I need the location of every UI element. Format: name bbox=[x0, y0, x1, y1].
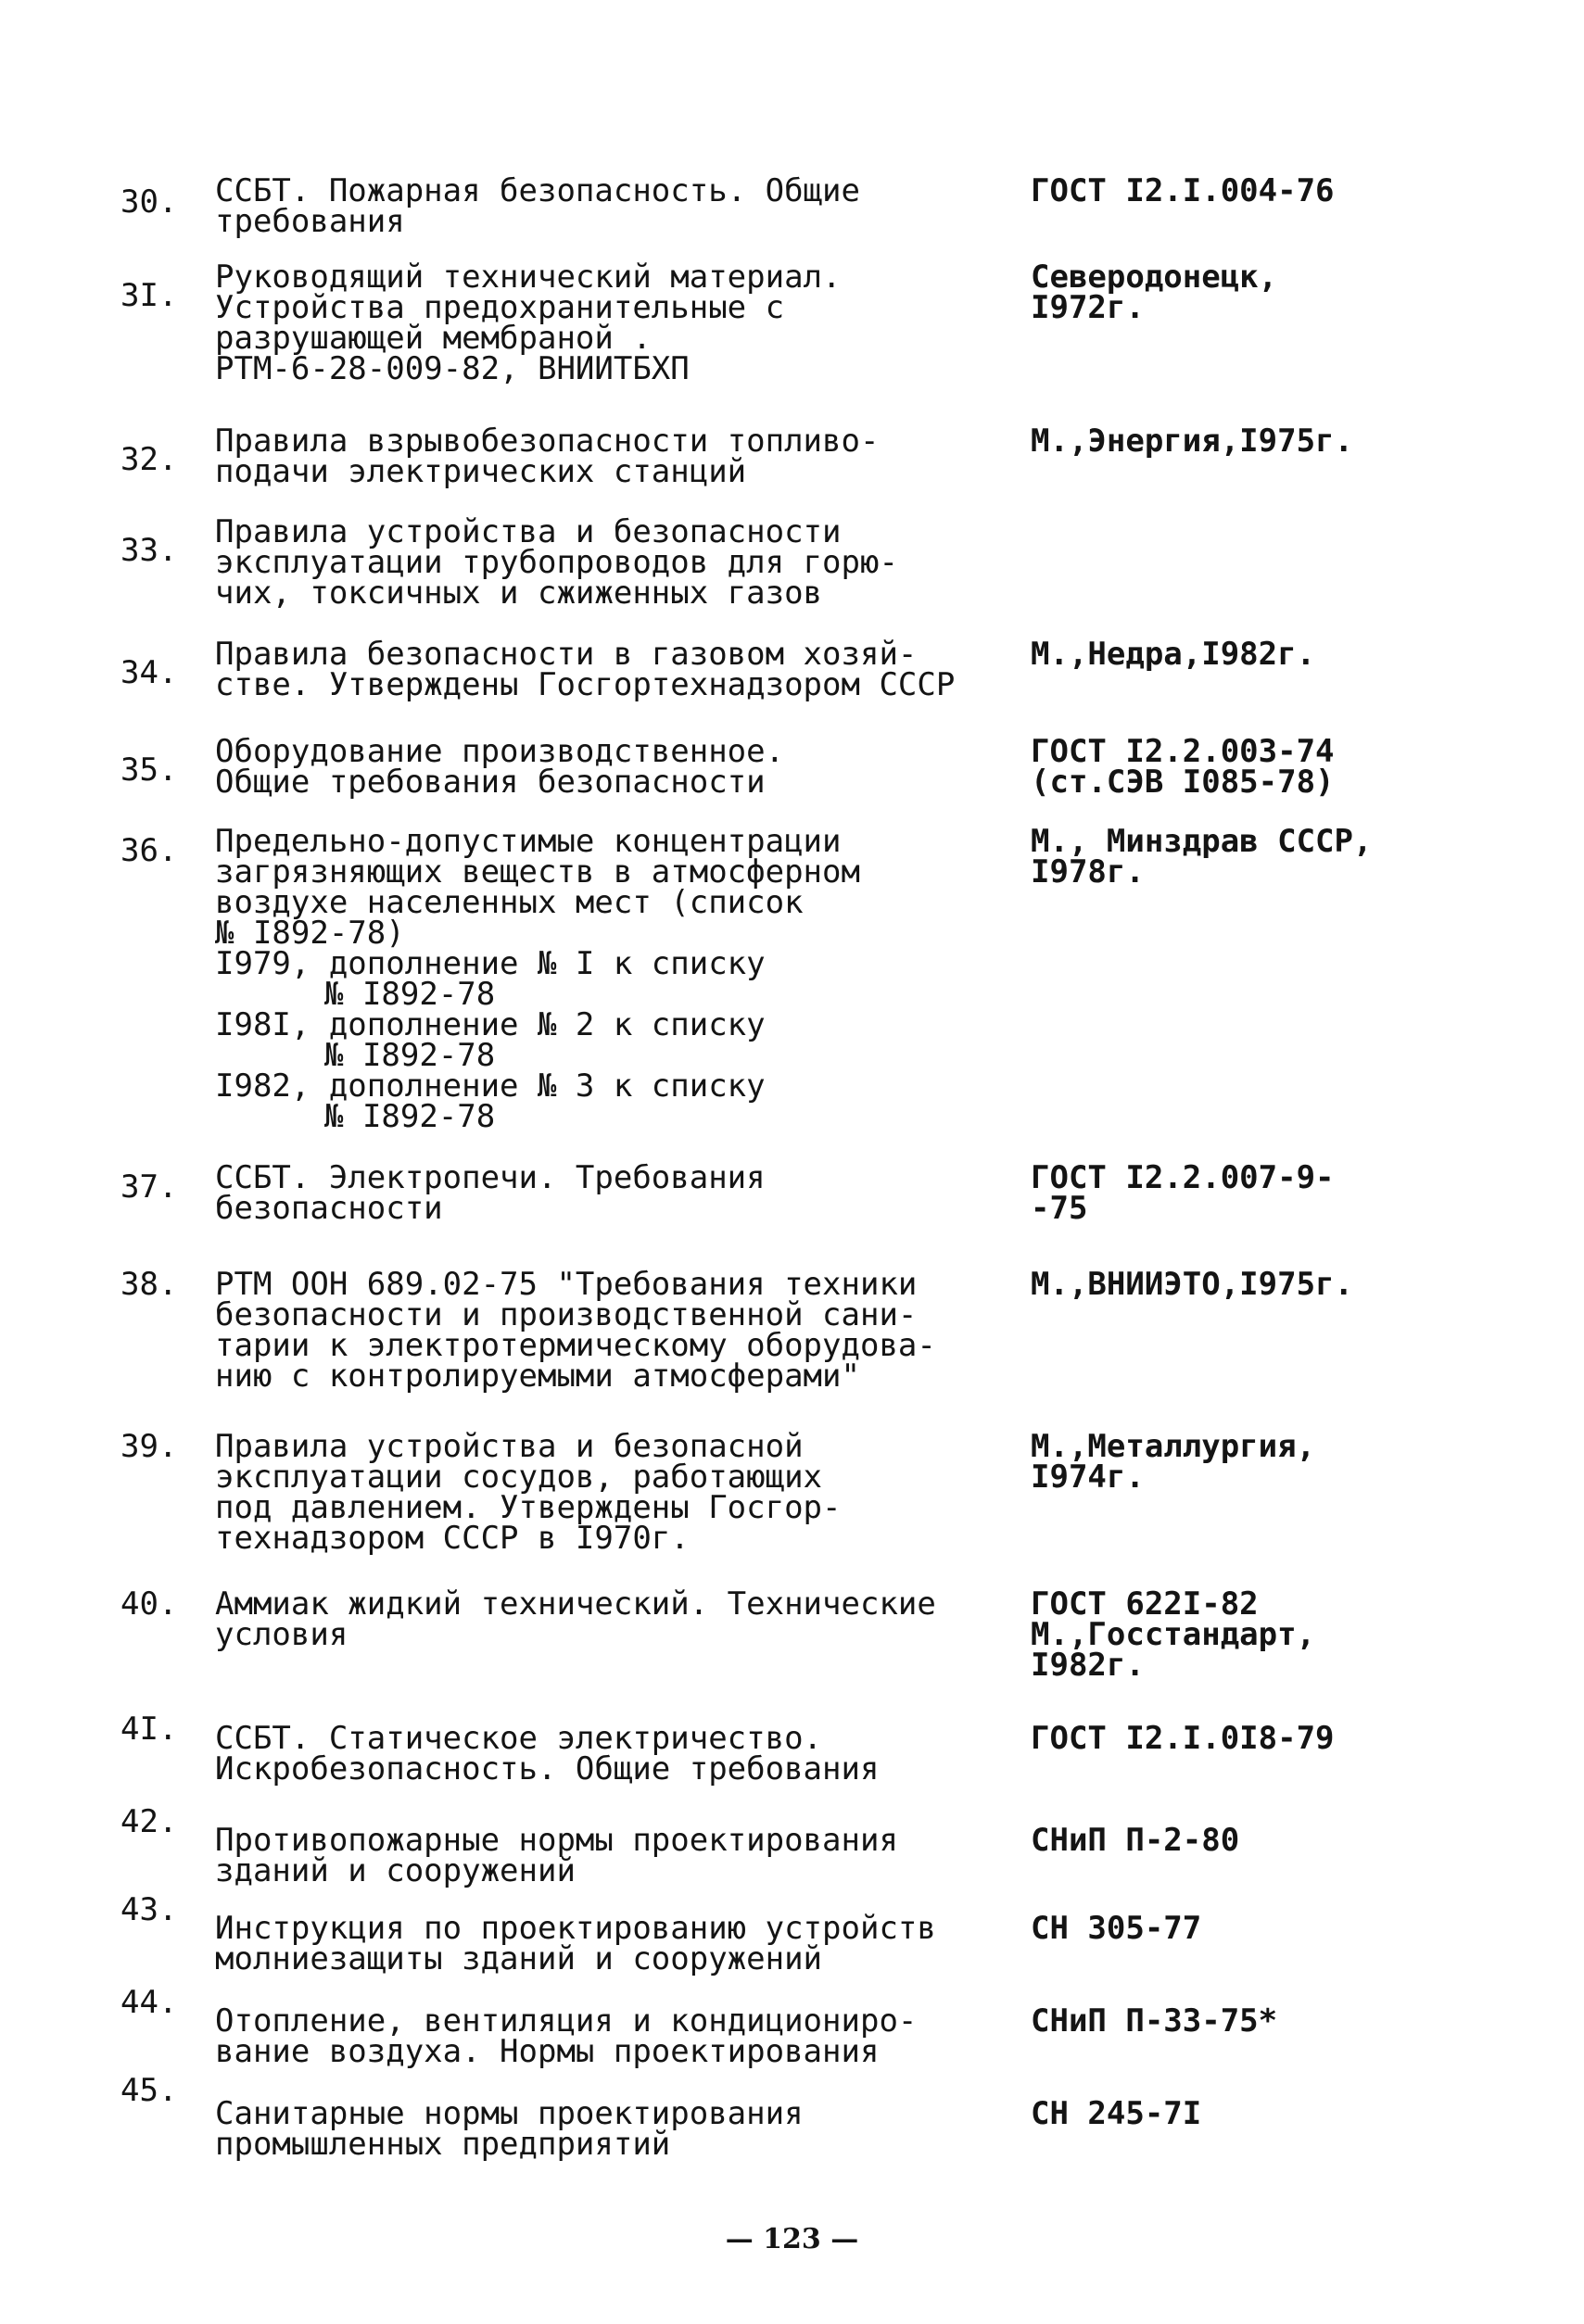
title-line: безопасности bbox=[215, 1190, 443, 1227]
item-title bbox=[215, 1585, 1012, 1653]
reference-line: -75 bbox=[1031, 1190, 1088, 1227]
title-line: РТМ-6-28-009-82, ВНИИТБХП bbox=[215, 350, 690, 387]
item-reference bbox=[1031, 259, 1550, 326]
title-line: вание воздуха. Нормы проектирования bbox=[215, 2033, 880, 2070]
title-line: Правила устройства и безопасной bbox=[215, 1428, 804, 1465]
item-number: 39. bbox=[120, 1428, 178, 1465]
item-reference bbox=[1031, 1585, 1550, 1684]
title-line: зданий и сооружений bbox=[215, 1852, 576, 1889]
reference-line: ГОСТ I2.2.007-9- bbox=[1031, 1159, 1335, 1196]
title-line: № I892-78) bbox=[215, 915, 405, 952]
reference-line: СН 305-77 bbox=[1031, 1910, 1202, 1947]
item-title bbox=[215, 1266, 1012, 1395]
title-line: молниезащиты зданий и сооружений bbox=[215, 1940, 823, 1977]
item-number: 35. bbox=[120, 752, 178, 789]
item-title bbox=[215, 172, 1012, 240]
title-line: воздухе населенных мест (список bbox=[215, 884, 804, 921]
item-number: 34. bbox=[120, 654, 178, 691]
item-title bbox=[215, 513, 1012, 612]
title-line: ССБТ. Статическое электричество. bbox=[215, 1720, 823, 1757]
title-line: ССБТ. Электропечи. Требования bbox=[215, 1159, 766, 1196]
item-title bbox=[215, 1159, 1012, 1227]
item-title bbox=[215, 259, 1012, 387]
reference-line: М., Минздрав СССР, bbox=[1031, 823, 1373, 860]
title-line: Инструкция по проектированию устройств bbox=[215, 1910, 936, 1947]
reference-line: ГОСТ I2.2.003-74 bbox=[1031, 733, 1335, 770]
item-number: 42. bbox=[120, 1803, 178, 1840]
reference-line: I978г. bbox=[1031, 853, 1145, 890]
supplement-line: I98I, дополнение № 2 к списку bbox=[215, 1006, 766, 1043]
title-line: условия bbox=[215, 1616, 348, 1653]
item-number: 33. bbox=[120, 532, 178, 569]
title-line: под давлением. Утверждены Госгор- bbox=[215, 1489, 842, 1526]
title-line: Противопожарные нормы проектирования bbox=[215, 1822, 898, 1859]
item-reference bbox=[1031, 1822, 1550, 1859]
item-reference bbox=[1031, 1910, 1550, 1947]
item-reference bbox=[1031, 733, 1550, 801]
reference-line: СНиП П-2-80 bbox=[1031, 1822, 1240, 1859]
reference-line: I982г. bbox=[1031, 1647, 1145, 1684]
supplement-list-number: № I892-78 bbox=[324, 976, 496, 1013]
title-line: загрязняющих веществ в атмосферном bbox=[215, 853, 860, 890]
item-number: 45. bbox=[120, 2072, 178, 2109]
item-title bbox=[215, 733, 1012, 801]
reference-line: М.,Металлургия, bbox=[1031, 1428, 1316, 1465]
item-number: 36. bbox=[120, 832, 178, 869]
title-line: требования bbox=[215, 203, 405, 240]
title-line: Искробезопасность. Общие требования bbox=[215, 1750, 880, 1787]
title-line: Предельно-допустимые концентрации bbox=[215, 823, 842, 860]
title-line: Правила устройства и безопасности bbox=[215, 513, 842, 550]
title-line: разрушающей мембраной . bbox=[215, 320, 652, 357]
item-title bbox=[215, 1720, 1012, 1787]
item-reference bbox=[1031, 1159, 1550, 1227]
item-number: 37. bbox=[120, 1168, 178, 1206]
item-title bbox=[215, 1910, 1012, 1977]
item-reference bbox=[1031, 1428, 1550, 1496]
title-line: технадзором СССР в I970г. bbox=[215, 1520, 690, 1557]
title-line: эксплуатации сосудов, работающих bbox=[215, 1459, 823, 1496]
item-title bbox=[215, 2002, 1012, 2070]
title-line: нию с контролируемыми атмосферами" bbox=[215, 1358, 860, 1395]
item-title bbox=[215, 423, 1012, 490]
item-reference bbox=[1031, 636, 1550, 673]
title-line: Руководящий технический материал. bbox=[215, 259, 842, 296]
reference-line: I972г. bbox=[1031, 289, 1145, 326]
reference-line: М.,ВНИИЭТО,I975г. bbox=[1031, 1266, 1353, 1303]
reference-line: М.,Энергия,I975г. bbox=[1031, 423, 1353, 460]
item-reference bbox=[1031, 423, 1550, 460]
reference-line: ГОСТ I2.I.0I8-79 bbox=[1031, 1720, 1335, 1757]
reference-line: Северодонецк, bbox=[1031, 259, 1278, 296]
reference-line: ГОСТ 622I-82 bbox=[1031, 1585, 1259, 1623]
item-reference bbox=[1031, 2095, 1550, 2132]
title-line: Общие требования безопасности bbox=[215, 764, 766, 801]
reference-line: СНиП П-33-75* bbox=[1031, 2002, 1278, 2040]
reference-line: ГОСТ I2.I.004-76 bbox=[1031, 172, 1335, 209]
item-reference bbox=[1031, 823, 1550, 890]
item-title bbox=[215, 636, 1012, 703]
item-number: 40. bbox=[120, 1585, 178, 1623]
reference-line: (ст.СЭВ I085-78) bbox=[1031, 764, 1335, 801]
item-number: 38. bbox=[120, 1266, 178, 1303]
item-number: 43. bbox=[120, 1891, 178, 1928]
item-number: 4I. bbox=[120, 1711, 178, 1748]
title-line: Правила взрывобезопасности топливо- bbox=[215, 423, 880, 460]
title-line: Правила безопасности в газовом хозяй- bbox=[215, 636, 918, 673]
reference-line: М.,Недра,I982г. bbox=[1031, 636, 1316, 673]
title-line: стве. Утверждены Госгортехнадзором СССР bbox=[215, 666, 956, 703]
supplement-list-number: № I892-78 bbox=[324, 1037, 496, 1074]
item-number: 30. bbox=[120, 183, 178, 221]
title-line: тарии к электротермическому оборудова- bbox=[215, 1327, 936, 1364]
title-line: подачи электрических станций bbox=[215, 453, 747, 490]
reference-line: I974г. bbox=[1031, 1459, 1145, 1496]
title-line: эксплуатации трубопроводов для горю- bbox=[215, 544, 898, 581]
supplement-line: I982, дополнение № 3 к списку bbox=[215, 1067, 766, 1105]
item-title bbox=[215, 1822, 1012, 1889]
supplement-list-number: № I892-78 bbox=[324, 1098, 496, 1135]
title-line: безопасности и производственной сани- bbox=[215, 1296, 918, 1333]
title-line: Оборудование производственное. bbox=[215, 733, 785, 770]
page-number: — 123 — bbox=[725, 2223, 859, 2255]
item-reference bbox=[1031, 172, 1550, 209]
title-line: Устройства предохранительные с bbox=[215, 289, 785, 326]
item-title bbox=[215, 823, 1012, 1135]
title-line: Санитарные нормы проектирования bbox=[215, 2095, 804, 2132]
title-line: Аммиак жидкий технический. Технические bbox=[215, 1585, 936, 1623]
item-number: 3I. bbox=[120, 277, 178, 314]
item-reference bbox=[1031, 1720, 1550, 1757]
title-line: Отопление, вентиляция и кондициониро- bbox=[215, 2002, 918, 2040]
item-reference bbox=[1031, 1266, 1550, 1303]
title-line: чих, токсичных и сжиженных газов bbox=[215, 575, 823, 612]
supplement-line: I979, дополнение № I к списку bbox=[215, 945, 766, 982]
title-line: ССБТ. Пожарная безопасность. Общие bbox=[215, 172, 860, 209]
item-title bbox=[215, 1428, 1012, 1557]
item-number: 44. bbox=[120, 1984, 178, 2021]
title-line: промышленных предприятий bbox=[215, 2126, 671, 2163]
title-line: РТМ ООН 689.02-75 "Требования техники bbox=[215, 1266, 918, 1303]
reference-line: М.,Госстандарт, bbox=[1031, 1616, 1316, 1653]
item-title bbox=[215, 2095, 1012, 2163]
item-number: 32. bbox=[120, 441, 178, 478]
reference-line: СН 245-7I bbox=[1031, 2095, 1202, 2132]
item-reference bbox=[1031, 2002, 1550, 2040]
